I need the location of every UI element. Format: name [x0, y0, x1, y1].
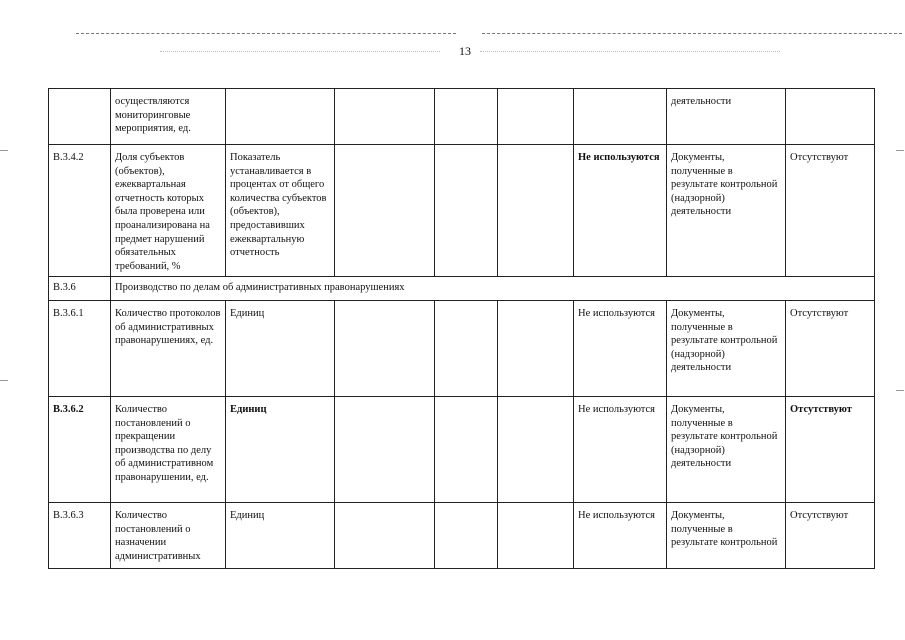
margin-mark: [0, 380, 8, 381]
row-note: Отсутствуют: [786, 503, 875, 569]
row-code: [49, 89, 111, 145]
row-col4: [335, 397, 435, 503]
row-col6: [498, 145, 574, 277]
row-code: В.3.6.2: [49, 397, 111, 503]
row-code: В.3.6.3: [49, 503, 111, 569]
table-row: [49, 503, 875, 569]
row-col5: [435, 397, 498, 503]
row-code: В.3.6.1: [49, 301, 111, 397]
row-note: [786, 89, 875, 145]
header-rule-left: [76, 33, 456, 34]
row-col5: [435, 145, 498, 277]
row-source: Документы, полученные в результате контрольной (надзорной) деятельности: [667, 301, 786, 397]
row-source: Документы, полученные в результате контрольной (надзорной) деятельности: [667, 145, 786, 277]
row-name: Доля субъектов (объектов), ежеквартальная отчетность которых была проверена или проанализирована на предмет нарушений обязательных требований, %: [111, 145, 226, 277]
row-col4: [335, 145, 435, 277]
header-rule-right: [482, 33, 902, 34]
margin-mark: [896, 390, 904, 391]
page-number: 13: [459, 44, 471, 58]
row-col6: [498, 397, 574, 503]
section-row: [49, 277, 875, 301]
margin-mark: [896, 150, 904, 151]
header-dots-right: [480, 51, 780, 52]
header-dots-left: [160, 51, 440, 52]
section-code: В.3.6: [49, 277, 111, 301]
table-row: [49, 301, 875, 397]
table-row: [49, 89, 875, 145]
row-col5: [435, 301, 498, 397]
row-col6: [498, 301, 574, 397]
row-source: Документы, полученные в результате контрольной: [667, 503, 786, 569]
row-unit: [226, 89, 335, 145]
section-title: Производство по делам об административных правонарушениях: [111, 277, 875, 301]
margin-mark: [0, 150, 8, 151]
row-name: осуществляются мониторинговые мероприятия, ед.: [111, 89, 226, 145]
row-col6: [498, 503, 574, 569]
row-name: Количество протоколов об административных правонарушениях, ед.: [111, 301, 226, 397]
row-usage: Не используются: [574, 503, 667, 569]
row-unit: Единиц: [226, 301, 335, 397]
row-usage: Не используются: [574, 301, 667, 397]
row-name: Количество постановлений о назначении административных: [111, 503, 226, 569]
row-unit: Единиц: [226, 503, 335, 569]
indicators-table: [48, 88, 875, 569]
row-usage: [574, 89, 667, 145]
row-source: деятельности: [667, 89, 786, 145]
row-note: Отсутствуют: [786, 397, 875, 503]
row-unit: Показатель устанавливается в процентах от общего количества субъектов (объектов), предоставивших ежеквартальную отчетность: [226, 145, 335, 277]
row-usage: Не используются: [574, 397, 667, 503]
row-col4: [335, 89, 435, 145]
row-code: В.3.4.2: [49, 145, 111, 277]
row-col5: [435, 89, 498, 145]
row-col4: [335, 503, 435, 569]
row-col5: [435, 503, 498, 569]
row-unit: Единиц: [226, 397, 335, 503]
row-note: Отсутствуют: [786, 301, 875, 397]
row-source: Документы, полученные в результате контрольной (надзорной) деятельности: [667, 397, 786, 503]
row-usage: Не используются: [574, 145, 667, 277]
row-note: Отсутствуют: [786, 145, 875, 277]
row-col4: [335, 301, 435, 397]
table-row: [49, 145, 875, 277]
row-col6: [498, 89, 574, 145]
row-name: Количество постановлений о прекращении производства по делу об административном правонарушении, ед.: [111, 397, 226, 503]
table-row: [49, 397, 875, 503]
